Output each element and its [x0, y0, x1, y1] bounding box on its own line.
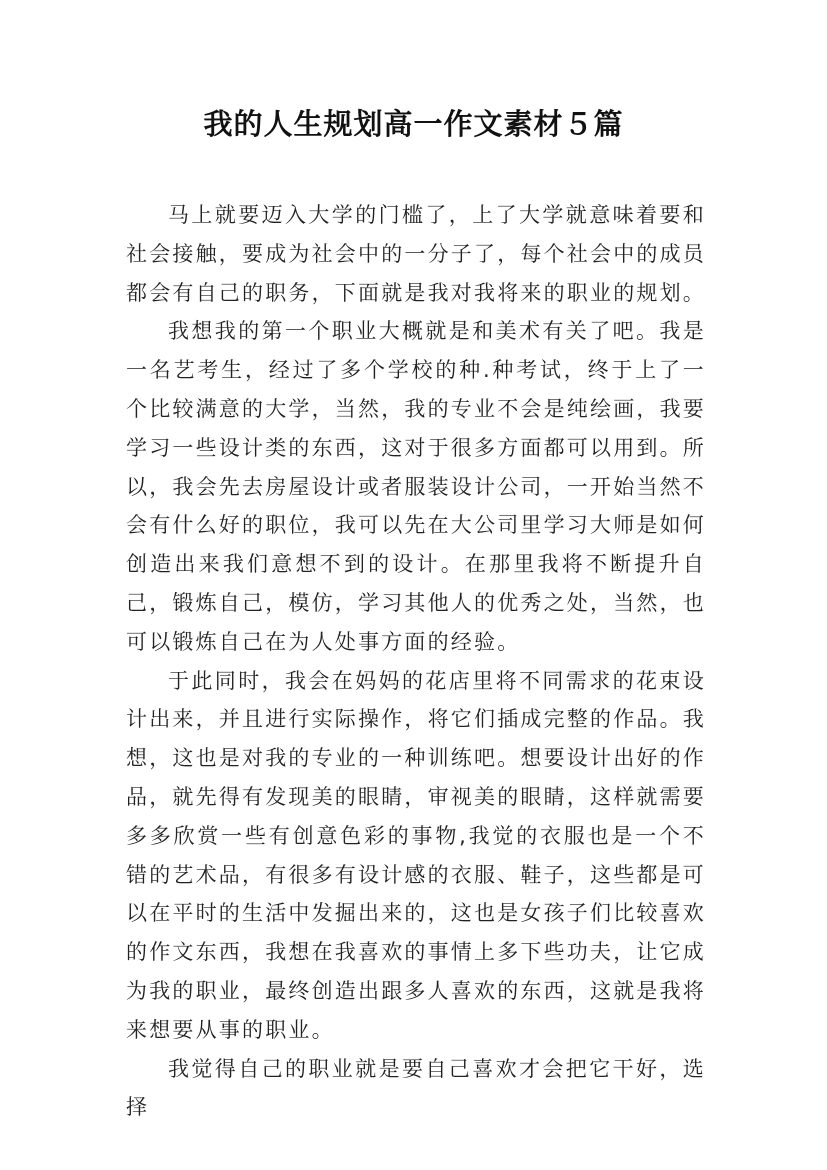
paragraph-2: 我想我的第一个职业大概就是和美术有关了吧。我是一名艺考生，经过了多个学校的种.种考试，终于上了一个比较满意的大学，当然，我的专业不会是纯绘画，我要学习一些设计类的东西，这对于很多方面都可以用到。所以，我会先去房屋设计或者服装设计公司，一开始当然不会有什么好的职位，我可以先在大公司里学习大师是如何创造出来我们意想不到的设计。在那里我将不断提升自己，锻炼自己，模仿，学习其他人的优秀之处，当然，也可以锻炼自己在为人处事方面的经验。	[126, 319, 706, 654]
document-title: 我的人生规划高一作文素材５篇	[203, 107, 624, 141]
paragraph-4: 我觉得自己的职业就是要自己喜欢才会把它干好，选择	[126, 1056, 706, 1120]
document-body	[126, 196, 706, 1127]
paragraph-1: 马上就要迈入大学的门槛了，上了大学就意味着要和社会接触，要成为社会中的一分子了，每个社会中的成员都会有自己的职务，下面就是我对我将来的职业的规划。	[126, 203, 706, 305]
paragraph-3: 于此同时，我会在妈妈的花店里将不同需求的花束设计出来，并且进行实际操作，将它们插成完整的作品。我想，这也是对我的专业的一种训练吧。想要设计出好的作品，就先得有发现美的眼睛，审视美的眼睛，这样就需要多多欣赏一些有创意色彩的事物,我觉的衣服也是一个不错的艺术品，有很多有设计感的衣服、鞋子，这些都是可以在平时的生活中发掘出来的，这也是女孩子们比较喜欢的作文东西，我想在我喜欢的事情上多下些功夫，让它成为我的职业，最终创造出跟多人喜欢的东西，这就是我将来想要从事的职业。	[126, 668, 706, 1042]
